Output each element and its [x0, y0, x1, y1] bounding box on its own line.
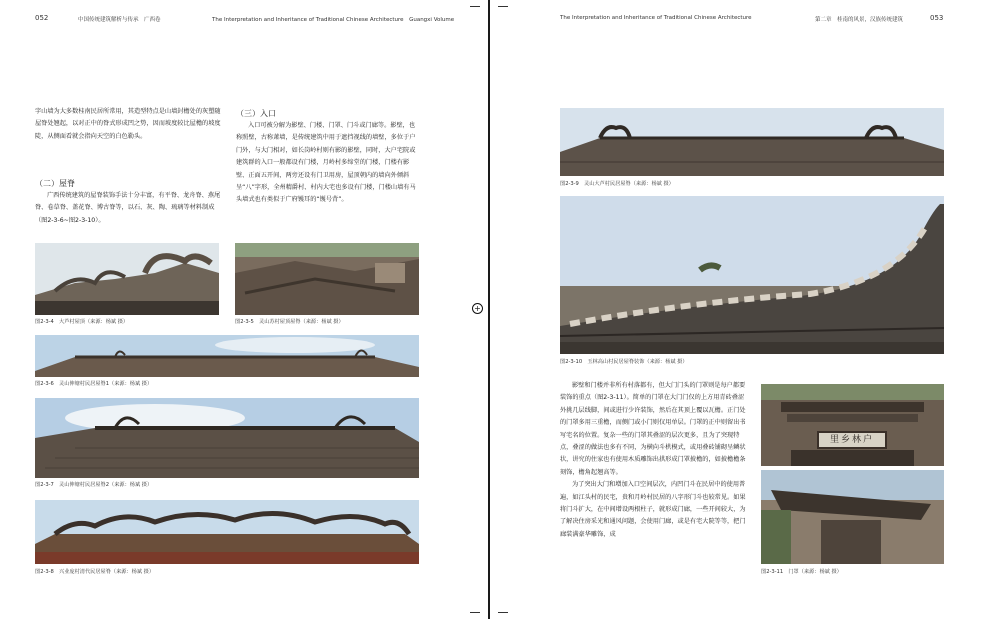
figure-2-3-5-photo	[235, 243, 419, 315]
caption-2-3-10: 图2-3-10 玉林高山村民居屋脊装饰（来源：杨斌 摄）	[560, 359, 688, 365]
door-canopy-paragraph: 影壁和门楼并非所有村落都有，但大门门头的门罩则是每户都要装饰的重点（图2-3-11）。简单的门罩在大门门仅的上方用青砖叠涩外挑几层线脚，间或进行少许装饰，然后在其顶上覆以瓦檐。正门处的门罩多用三重檐，而侧门或小门则仅用单层。门罩的正中则留出书写宅名的位置。复杂一些的门罩其叠涩的层次更多，且为了突现特点，叠涩的做法也多有不同，为横向斗栱模式，或用叠砖铺砌呈鳞状状，讲究的住家也有使用木质雕饰出拱形成门罩披檐的，如披檐檐条刻饰，檐角起翘高等。	[560, 382, 746, 476]
figure-2-3-10-photo	[560, 196, 944, 354]
left-col1-intro	[35, 106, 221, 143]
caption-2-3-11: 图2-3-11 门罩（来源：杨斌 摄）	[761, 569, 842, 575]
crop-mark-right-bottom	[498, 612, 508, 613]
figure-2-3-9-photo	[560, 108, 944, 176]
crop-mark-left-bottom	[470, 612, 480, 613]
running-head-cn-right: 第二章 桂南的风景，汉族传统建筑	[815, 17, 904, 23]
registration-mark-left: +	[472, 303, 483, 314]
intro-paragraph: 字山墙为大多数桂南民居所常用，其造型特点是山墙封檐处的灰塑随屋脊处翘起，以对正中的脊式形成凹之势，因而坡度较比屋檐的坡度陡，从侧面看就会指向天空的白色勒头。	[35, 108, 221, 140]
figure-2-3-4-photo	[35, 243, 219, 315]
section-heading-entrance: （三）入口	[236, 109, 276, 118]
caption-2-3-5: 图2-3-5 灵山苏村屋顶屋脊（来源：杨斌 摄）	[235, 319, 344, 325]
page-number-right: 053	[930, 14, 944, 22]
section-heading-ridge: （二）屋脊	[35, 179, 75, 188]
entrance-recess-paragraph: 为了突出大门和增加入口空间层次，内凹门斗在民居中的使用普遍，如江头村的民宅，贵和月岭村民居的八字形门斗也较常见。如果将门斗扩大，在中间增设两根柱子，就形成门廊，一些开间较大，为了解决住房采光和通风问题，会使用门廊，或是有宅大院等等，把门廊装满豪华雕饰，成	[560, 481, 746, 538]
running-head-cn-left: 中国传统建筑解析与传承 广西卷	[78, 17, 161, 23]
figure-2-3-11-photo-bottom	[761, 470, 944, 564]
right-body	[560, 380, 746, 541]
left-col1-body	[35, 190, 221, 227]
caption-2-3-9: 图2-3-9 灵山大芦村民居屋脊（来源：杨斌 摄）	[560, 181, 674, 187]
running-head-en-left: The Interpretation and Inheritance of Traditional Chinese Architecture Guangxi Volume	[212, 17, 455, 23]
caption-2-3-7: 图2-3-7 灵山伸塘村民居屋脊2（来源：杨斌 摄）	[35, 482, 153, 488]
caption-2-3-6: 图2-3-6 灵山伸塘村民居屋脊1（来源：杨斌 摄）	[35, 381, 153, 387]
running-head-en-right: The Interpretation and Inheritance of Traditional Chinese Architecture	[560, 15, 752, 21]
left-page	[0, 0, 488, 619]
figure-2-3-7-photo	[35, 398, 419, 478]
entrance-paragraph: 入口可被分解为影壁、门楼、门罩、门斗或门廊等。影壁，也称照壁，古称萧墙，是传统建筑中用于遮挡视线的墙壁，多位于户门外，与大门相对，如长岗岭村则有影的影壁，同时，大户宅院或建筑群的入口一般都设有门楼，月岭村多缔堂的门楼，门楼有影壁、正面五开间，两旁还设有门卫用房，屋顶朝内的墙向外倾斜呈“八”字形，全州精爵村、村内大宅也多设有门楼，门楼山墙有马头墙式也有类似于广府镬耳的“镬号背”。	[236, 122, 416, 204]
caption-2-3-4: 图2-3-4 大芦村屋顶（来源：杨斌 摄）	[35, 319, 129, 325]
ridge-paragraph: 广西传统建筑的屋脊装饰手法十分丰富，有平脊、龙舟脊、燕尾脊、卷草脊、盖花脊、博古脊等，以石、灰、陶、琉璃等材料制成（图2-3-6~图2-3-10）。	[35, 192, 221, 224]
left-col2-body	[236, 120, 420, 207]
figure-2-3-8-photo	[35, 500, 419, 564]
figure-2-3-11-photo-top	[761, 384, 944, 466]
figure-2-3-6-photo	[35, 335, 419, 377]
right-page	[490, 0, 981, 619]
caption-2-3-8: 图2-3-8 兴业庞村清代民居屋脊（来源：杨斌 摄）	[35, 569, 155, 575]
crop-mark-left-top	[470, 6, 480, 7]
page-number-left: 052	[35, 14, 49, 22]
door-plaque: 里乡林户	[817, 431, 887, 449]
crop-mark-right-top	[498, 6, 508, 7]
